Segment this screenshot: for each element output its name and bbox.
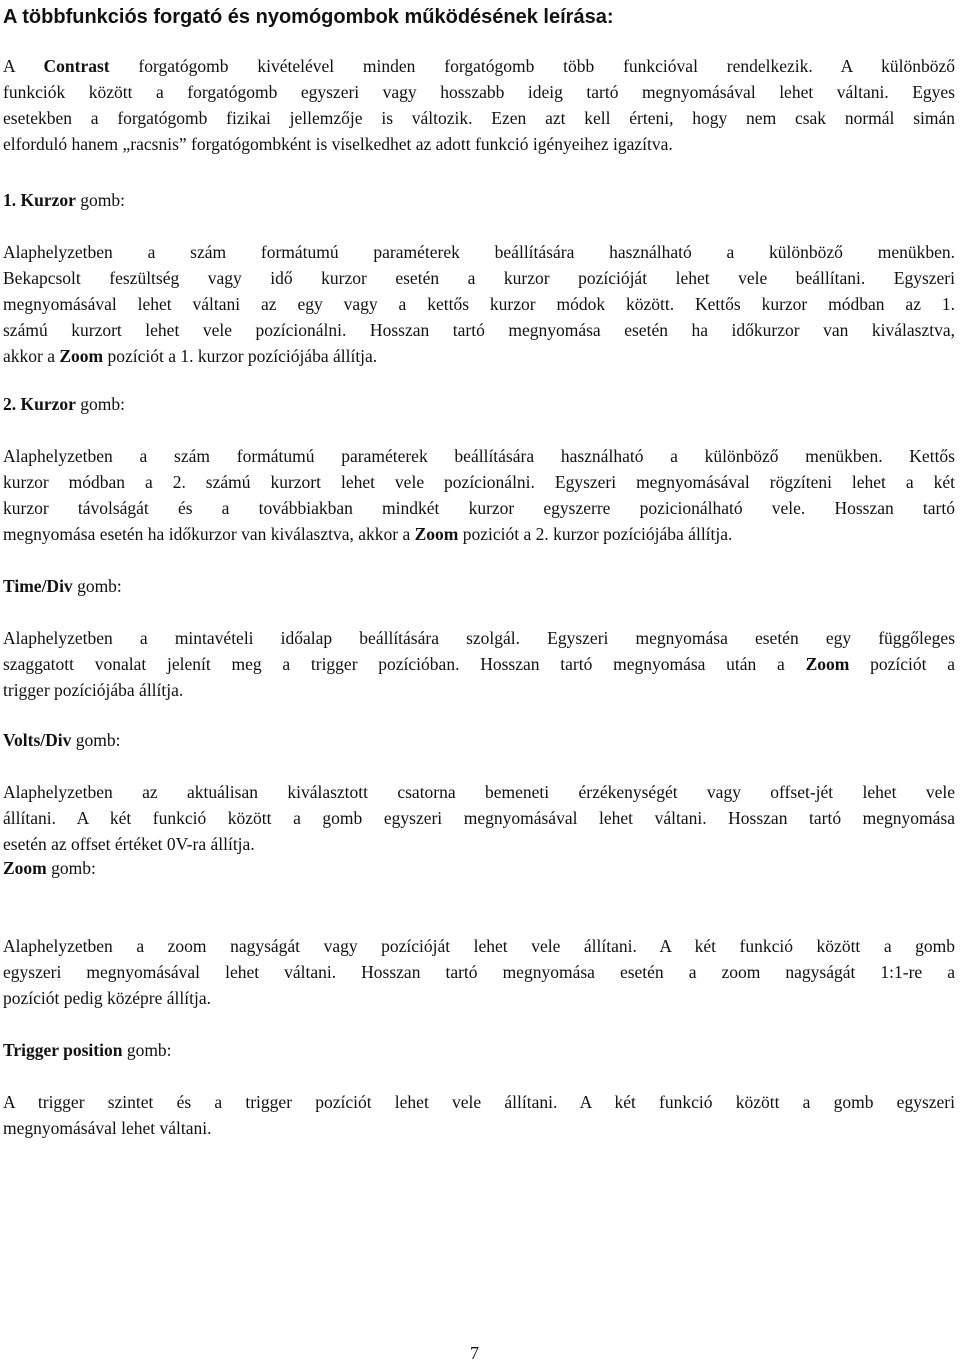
- text-line: [3, 805, 955, 831]
- section-heading-name: 2. Kurzor: [3, 394, 76, 414]
- text-line: [3, 651, 955, 677]
- section-heading-name: Volts/Div: [3, 730, 72, 750]
- text-line: [3, 521, 955, 547]
- text-run: pozíciót a: [849, 654, 955, 674]
- text-run: Alaphelyzetben a mintavételi időalap beállítására szolgál. Egyszeri megnyomása esetén egy függőleges: [3, 628, 955, 648]
- text-run: szaggatott vonalat jelenít meg a trigger pozícióban. Hosszan tartó megnyomása után a: [3, 654, 806, 674]
- text-run: Alaphelyzetben a szám formátumú paraméterek beállítására használható a különböző menükben.: [3, 242, 955, 262]
- section-heading: [3, 187, 125, 213]
- text-run: elforduló hanem „racsnis” forgatógombként is viselkedhet az adott funkció igényeihez igazítva.: [3, 134, 673, 154]
- text-line: [3, 265, 955, 291]
- text-run: Alaphelyzetben az aktuálisan kiválasztott csatorna bemeneti érzékenységét vagy offset-jét lehet vele: [3, 782, 955, 802]
- section-paragraph: [3, 443, 955, 547]
- text-line: [3, 343, 955, 369]
- section-paragraph: [3, 779, 955, 857]
- text-run: kurzor módban a 2. számú kurzort lehet vele pozícionálni. Egyszeri megnyomásával rögzíteni lehet a két: [3, 472, 955, 492]
- section-heading-suffix: gomb:: [72, 576, 122, 596]
- section-heading-suffix: gomb:: [75, 394, 126, 414]
- text-line: [3, 779, 955, 805]
- intro-paragraph: [3, 53, 955, 157]
- bold-term: Zoom: [59, 346, 104, 366]
- section-heading: [3, 727, 121, 753]
- text-line: [3, 985, 955, 1011]
- text-line: [3, 1089, 955, 1115]
- text-run: poziciót a 2. kurzor pozíciójába állítja.: [458, 524, 733, 544]
- text-line: [3, 469, 955, 495]
- text-line: [3, 831, 955, 857]
- section-heading: [3, 573, 122, 599]
- section-heading: [3, 1037, 172, 1063]
- text-run: megnyomásával lehet váltani az egy vagy a kettős kurzor módok között. Kettős kurzor módban az 1.: [3, 294, 955, 314]
- text-line: [3, 443, 955, 469]
- text-run: Alaphelyzetben a szám formátumú paraméterek beállítására használható a különböző menükben. Kettős: [3, 446, 955, 466]
- section-heading-name: Time/Div: [3, 576, 73, 596]
- text-run: Bekapcsolt feszültség vagy idő kurzor esetén a kurzor pozícióját lehet vele beállítani. Egyszeri: [3, 268, 955, 288]
- section-heading-suffix: gomb:: [71, 730, 121, 750]
- text-run: pozíciót a 1. kurzor pozíciójába állítja.: [103, 346, 378, 366]
- text-run: forgatógomb kivételével minden forgatógomb több funkcióval rendelkezik. A különböző: [109, 56, 955, 76]
- section-heading: [3, 855, 96, 881]
- text-line: [3, 495, 955, 521]
- text-run: A: [3, 56, 44, 76]
- text-line: [3, 131, 955, 157]
- text-run: trigger pozíciójába állítja.: [3, 680, 184, 700]
- section-heading-name: Trigger position: [3, 1040, 123, 1060]
- text-run: pozíciót pedig középre állítja.: [3, 988, 211, 1008]
- text-line: [3, 1115, 955, 1141]
- page-title: A többfunkciós forgató és nyomógombok működésének leírása:: [3, 6, 614, 28]
- section-heading-suffix: gomb:: [46, 858, 96, 878]
- text-run: esetén az offset értéket 0V-ra állítja.: [3, 834, 255, 854]
- bold-term: Zoom: [805, 654, 850, 674]
- section-heading-suffix: gomb:: [122, 1040, 172, 1060]
- text-line: [3, 239, 955, 265]
- bold-term: Zoom: [414, 524, 459, 544]
- section-heading-name: 1. Kurzor: [3, 190, 76, 210]
- text-line: [3, 933, 955, 959]
- bold-term: Contrast: [43, 56, 110, 76]
- section-paragraph: [3, 239, 955, 369]
- text-line: [3, 677, 955, 703]
- text-line: [3, 79, 955, 105]
- text-run: A trigger szintet és a trigger pozíciót lehet vele állítani. A két funkció között a gomb egyszeri: [3, 1092, 955, 1112]
- text-run: állítani. A két funkció között a gomb egyszeri megnyomásával lehet váltani. Hosszan tartó megnyomása: [3, 808, 955, 828]
- section-heading-name: Zoom: [3, 858, 47, 878]
- section-paragraph: [3, 1089, 955, 1141]
- text-line: [3, 625, 955, 651]
- text-run: számú kurzort lehet vele pozícionálni. Hosszan tartó megnyomása esetén ha időkurzor van kiválasztva,: [3, 320, 955, 340]
- text-run: akkor a: [3, 346, 60, 366]
- text-run: Alaphelyzetben a zoom nagyságát vagy pozícióját lehet vele állítani. A két funkció között a gomb: [3, 936, 955, 956]
- text-run: egyszeri megnyomásával lehet váltani. Hosszan tartó megnyomása esetén a zoom nagyságát 1:1-re a: [3, 962, 955, 982]
- page-number: 7: [470, 1343, 479, 1363]
- section-paragraph: [3, 625, 955, 703]
- text-line: [3, 959, 955, 985]
- text-run: funkciók között a forgatógomb egyszeri vagy hosszabb ideig tartó megnyomásával lehet váltani. Egyes: [3, 82, 955, 102]
- text-run: esetekben a forgatógomb fizikai jellemzője is változik. Ezen azt kell érteni, hogy nem csak normál simán: [3, 108, 955, 128]
- section-heading: [3, 391, 125, 417]
- text-line: [3, 317, 955, 343]
- text-line: [3, 53, 955, 79]
- text-run: megnyomása esetén ha időkurzor van kiválasztva, akkor a: [3, 524, 415, 544]
- text-run: kurzor távolságát és a továbbiakban mindkét kurzor egyszerre pozicionálható vele. Hosszan tartó: [3, 498, 955, 518]
- text-line: [3, 105, 955, 131]
- section-heading-suffix: gomb:: [75, 190, 126, 210]
- section-paragraph: [3, 933, 955, 1011]
- text-run: megnyomásával lehet váltani.: [3, 1118, 212, 1138]
- text-line: [3, 291, 955, 317]
